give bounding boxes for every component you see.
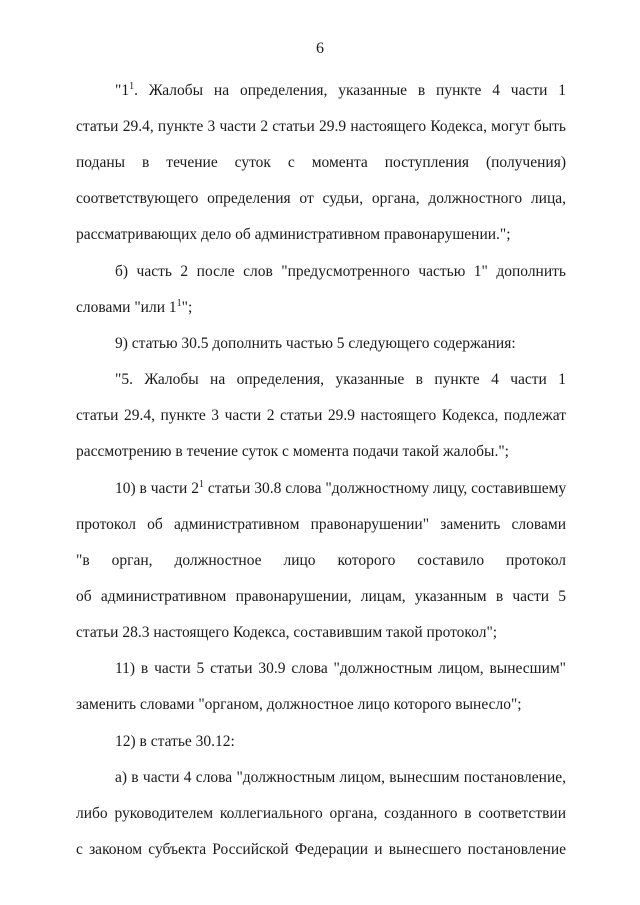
text-line-2: статьи 29.4, пункте 3 части 2 статьи 29.9 настоящего Кодекса, могут быть — [76, 118, 566, 135]
text-line-18: заменить словами "органом, должностное лицо которого вынесло"; — [76, 696, 522, 713]
text-line-11: рассмотрению в течение суток с момента подачи такой жалобы."; — [76, 443, 509, 460]
text-line-16: статьи 28.3 настоящего Кодекса, составившим такой протокол"; — [76, 624, 498, 641]
text-line-1: "$1^1$. Жалобы на определения, указанные в пункте 4 части 1 — [115, 81, 566, 99]
text-line-20: а) в части 4 слова "должностным лицом, вынесшим постановление, — [115, 769, 566, 786]
page-number: 6 — [316, 40, 324, 57]
text-line-4: соответствующего определения от судьи, органа, должностного лица, — [76, 190, 566, 207]
text-line-13: протокол об административном правонарушении" заменить словами — [76, 516, 566, 533]
text-line-19: 12) в статье 30.12: — [115, 733, 235, 750]
text-line-21: либо руководителем коллегиального органа, созданного в соответствии — [76, 805, 566, 822]
text-line-6: б) часть 2 после слов "предусмотренного частью 1" дополнить — [115, 263, 566, 280]
text-line-9: "5. Жалобы на определения, указанные в пункте 4 части 1 — [115, 371, 566, 388]
text-line-14: "в орган, должностное лицо которого составило протокол — [76, 552, 566, 569]
text-line-17: 11) в части 5 статьи 30.9 слова "должностным лицом, вынесшим" — [115, 660, 566, 677]
text-line-3: поданы в течение суток с момента поступления (получения) — [76, 154, 566, 171]
text-line-10: статьи 29.4, пункте 3 части 2 статьи 29.9 настоящего Кодекса, подлежат — [76, 407, 566, 424]
text-line-22: с законом субъекта Российской Федерации и вынесшего постановление — [76, 841, 566, 858]
text-line-12: 10) в части $2^1$ статьи 30.8 слова "должностному лицу, составившему — [115, 479, 567, 497]
text-line-15: об административном правонарушении, лицам, указанным в части 5 — [76, 588, 566, 605]
text-line-5: рассматривающих дело об административном правонарушении."; — [76, 226, 511, 243]
text-line-8: 9) статью 30.5 дополнить частью 5 следующего содержания: — [115, 335, 516, 352]
text-line-7: словами "или $1^1$"; — [76, 298, 193, 316]
